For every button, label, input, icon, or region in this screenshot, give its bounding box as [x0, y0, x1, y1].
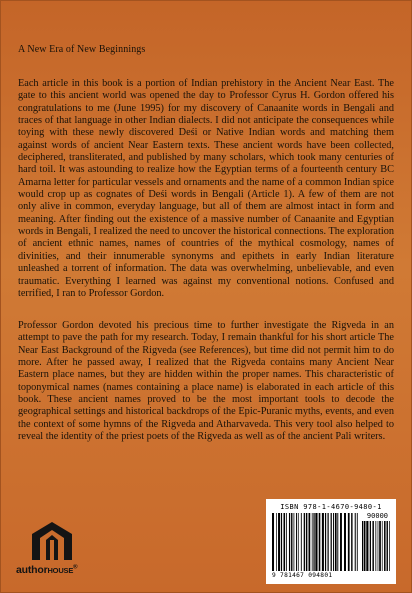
barcode-digits: 9 781467 094801: [272, 572, 333, 579]
paragraph-2: Professor Gordon devoted his precious time to further investigate the Rigveda in an attempt to pave the path for my research. Today, I remain thankful for his short article The Near East Background of the Rigveda (see References), but time did not permit him to do more. After he passed away, I realized that the Rigveda contains many Ancient Near Eastern place names, but they are hidden within the proper names. This characteristic of toponymical names (names containing a place name) is elaborated in each article of this book. These ancient names proved to be the most important tools to decode the geographical settings and historical backdrops of the Epic-Puranic myths, events, and even the context of some hymns of the Rigveda and Atharvaveda. This very tool also helped to reveal the identity of the priest poets of the Rigveda as well as of the ancient Pali writers.: [18, 320, 394, 443]
isbn-text: ISBN 978-1-4670-9480-1: [280, 503, 382, 511]
section-heading: A New Era of New Beginnings: [18, 44, 146, 55]
price-code: 90000: [366, 512, 388, 520]
publisher-name: authorHOUSE®: [16, 564, 78, 576]
paragraph-1: Each article in this book is a portion of Indian prehistory in the Ancient Near East. The gate to this ancient world was opened the day to Professor Cyrus H. Gordon offered his congratulations to me (June 1995) for my discovery of Canaanite words in Bengali and traces of that language in other Indian dialects. I did not anticipate the consequences while toying with these newly discovered Deśi or Native Indian words and matching them against words of ancient Near Eastern texts. These ancient words have been collected, deciphered, transliterated, and published by many scholars, which took many centuries of hard toil. It was astounding to realize how the Egyptian terms of a fourteenth century BC Amarna letter for particular vessels and ornaments and the name of a common Indian spice would crop up as cognates of Deśi words in Bengali (Article 1). A few of them are not only alive in common, everyday language, but all of them are almost intact in form and meaning. After finding out the existence of a massive number of Canaanite and Egyptian words in Bengali, I realized the need to uncover the historical connections. The exploration of ancient ethnic names, names of countries of the mythical cosmology, names of divinities, and their innumerable synonyms and epithets in early Indian literature unleashed a torrent of information. The data was overwhelming, unbelievable, and even traumatic. Everything I learned was against my conventional notions. Confused and terrified, I ran to Professor Gordon.: [18, 78, 394, 299]
